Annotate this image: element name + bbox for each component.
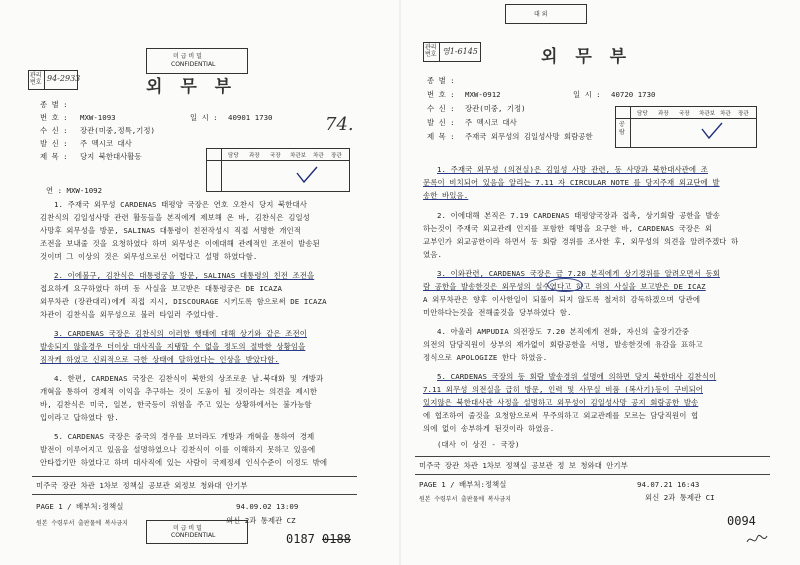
footer-page-info: PAGE 1 / 배부처:정책실 [36,502,124,511]
right-telegram-page [401,0,800,565]
ministry-title: 외 무 부 [146,77,238,97]
field-number-label: 번 호 : [40,113,68,122]
management-number: 영1-6145 [442,47,478,56]
field-sender-label: 발 신 : [40,139,68,148]
checkmark-icon [295,165,319,185]
field-type-label: 종 별 : [40,100,68,109]
footer-divider [415,456,770,457]
approval-stamp-grid [615,106,757,148]
body-line: 교부인가 외교공한이라 하면서 동 회람 경위를 조사한 후, 외무성의 의견을 알려주겠다 하 [423,237,739,246]
field-datetime: 40720 1730 [611,90,656,99]
classification-stamp [146,48,248,74]
page-number: 0187 [286,532,315,546]
field-subject: 주재국 외무성의 김일성사망 회람공한 [465,132,593,141]
approval-header-4: 차관보 [290,153,306,159]
body-line: 김찬식의 김일성사망 관련 활동들을 본직에게 제보해 온 바, 김찬식은 김일성 [40,213,310,222]
field-recipient-label: 수 신 : [427,104,455,113]
body-line: 사망후 외무성을 방문, SALINAS 대통령이 친전작성시 직접 서명한 개인적 [40,226,302,235]
footer-timestamp: 94.07.21 16:43 [637,480,700,489]
classification-stamp-bottom [146,520,248,544]
approval-header-5: 차관 [313,153,324,159]
body-line: 발송되지 않을경우 더이상 대사직을 지탱할 수 없을 정도의 절박한 상황임을 [40,342,306,351]
field-subject-label: 제 목 : [427,132,455,141]
management-number: 94-2933 [47,74,81,83]
management-number-label: 관리 번호 [30,72,42,86]
approval-stamp-grid [206,148,350,192]
distribution-list: 미주국 장관 차관 1차보 정책실 공보관 정 보 청와대 안기부 [419,461,628,470]
approval-header-3: 국장 [679,111,690,117]
body-line: (대사 이 상진 - 국장) [437,440,520,449]
approval-header-2: 과장 [658,111,669,117]
ministry-title: 외 무 부 [541,47,633,67]
approval-header-1: 담당 [637,111,648,117]
body-line: 발전이 이루어지고 있음을 설명하였으나 김찬식이 이를 이해하지 못하고 있음에 [40,445,316,454]
body-line: 송한 바있음. [423,191,469,200]
footer-divider [32,494,357,495]
footer-archive-note: 원본 수령부서 출판물에 복사금지 [419,496,511,503]
page-number-struck: 0188 [322,532,351,546]
field-recipient-label: 수 신 : [40,126,68,135]
footer-divider [32,476,357,477]
body-line: 의전의 담당직원이 상부의 재가없이 회람공한을 서명, 발송한것에 유감을 표하고 [423,340,703,349]
highlight-circle [547,278,583,292]
body-line: 의에 없이 송부하게 된것이라 하였음. [423,424,555,433]
distribution-list: 미주국 장관 차관 1차보 정책실 공보관 외정보 청와대 안기부 [36,481,248,490]
body-line: 문록이 비치되어 있음을 알리는 7.11 자 CIRCULAR NOTE 를 당지주재 외교단에 발 [423,178,720,187]
field-type-label: 종 별 : [427,76,455,85]
body-line: 3. CARDENAS 국장은 김찬식의 이러한 행태에 대해 상기와 같은 조전이 [54,329,307,338]
field-sender: 주 멕시코 대사 [465,118,517,127]
body-line: 1. 주재국 외무성 (의전실)은 김일성 사망 관련, 동 사망과 북한대사관에 조 [437,165,708,174]
footer-timestamp: 94.09.02 13:09 [236,502,299,511]
body-line: 개혁을 통하여 경제적 이익을 추구하는 것이 도움이 될 것이라는 의견을 제시한 [40,387,318,396]
field-datetime-label: 일 시 : [573,90,601,99]
footer-archive-note: 원본 수령부서 출판물에 복사금지 [36,520,128,527]
external-stamp [505,4,587,24]
management-number-label: 관리 번호 [425,44,437,58]
field-recipient: 장관(미중,정특,기정) [80,126,155,135]
approval-header-6: 장관 [331,153,342,159]
footer-circulation: 외신 2과 통제관 CZ [226,516,296,525]
body-line: 2. 이에불구, 김찬식은 대통령궁을 방문, SALINAS 대통령의 친전 조전을 [54,271,315,280]
body-line: 였음. [423,250,443,259]
body-line: 짐작케 하였고 신뢰적으로 극한 상태에 달하였다는 인상을 받았다함. [40,355,280,364]
footer-divider [415,474,770,475]
approval-header-6: 장관 [738,111,749,117]
approval-header-3: 국장 [270,153,281,159]
field-datetime-label: 일 시 : [190,113,218,122]
body-line: 2. 이에대해 본직은 7.19 CARDENAS 태평양국장과 접촉, 상기회람 공한을 발송 [437,211,720,220]
body-line: 정식으로 APOLOGIZE 한다 하였음. [423,353,548,362]
management-number-box [28,70,81,90]
body-line: 바, 김찬식은 미국, 일본, 한국등이 위험을 주고 있는 상황하에서는 불가능함 [40,400,312,409]
body-line: 에 협조하여 줄것을 요청함으로써 무주의하고 외교관례를 모르는 담당직원이 협 [423,411,699,420]
body-line: 람 공한을 발송한것은 외무성의 실수였다고 하고 위의 사실을 보고받은 DE ICAZ [423,282,706,291]
body-line: 차관이 김찬식을 외무성으로 불러 타일러 주었다함. [40,310,220,319]
body-line: 5. CARDENAS 국장의 동 회람 발송경위 설명에 의하면 당지 북한대사 김찬식이 [437,372,717,381]
footer-circulation: 외신 2과 통제관 CI [645,493,715,502]
body-line: 입이라고 답하였다 함. [40,413,119,422]
external-stamp-label: 대 외 [534,11,548,18]
page-number: 0094 [727,514,756,528]
approval-header-5: 차관 [720,111,731,117]
field-sender: 주 멕시코 대사 [80,139,132,148]
body-line: 5. CARDENAS 국장은 중국의 경우를 보더라도 개방과 개혁을 통하여 경제 [54,432,315,441]
approval-header-4: 차관보 [699,111,715,117]
field-number-label: 번 호 : [427,90,455,99]
body-line: 미안하다는것을 전해줄것을 당부하였다 함. [423,308,572,317]
body-line: 것이며 그 이상의 것은 외무성으로선 어렵다고 설명 하였다함. [40,252,258,261]
field-subject-label: 제 목 : [40,152,68,161]
approval-header-1: 담당 [228,153,239,159]
body-line: 7.11 외무성 의전실을 급히 방문, 인력 및 사무실 비품 (복사기)등이 구비되어 [423,385,704,394]
field-number: MXW-0912 [465,90,501,99]
body-line: 1. 주재국 외무성 CARDENAS 태평양 국장은 연호 오찬시 당지 북한대사 [54,200,307,209]
field-datetime: 40901 1730 [228,113,273,122]
handwritten-mark: 74. [325,114,354,135]
body-line: 접요하게 요구하였다 하며 동 사실을 보고받은 대통령궁은 DE ICAZA [40,284,282,293]
checkmark-icon [700,121,724,141]
left-telegram-page [0,0,399,565]
management-number-box [423,42,481,62]
classification-korean: 미 급 비 밀 [173,53,202,60]
approval-side-label: 공람 [619,121,625,136]
body-line: 하는것이 주재국 외교관례 인지를 포함한 해명을 요구한 바, CARDENAS 국장은 외 [423,224,713,233]
field-number: MXW-1093 [80,113,116,122]
approval-header-2: 과장 [249,153,260,159]
body-line: 3. 이와관련, CARDENAS 국장은 금 7.20 본직에게 상기경위를 알려오면서 동회 [437,269,720,278]
body-line: 4. 아울러 AMPUDIA 의전장도 7.20 본직에게 전화, 자신의 출장기간중 [437,327,690,336]
body-line: 4. 한편, CARDENAS 국장은 김찬식이 북한의 상조로운 남.북대화 및 개방과 [54,374,324,383]
classification-korean-bottom: 미 급 비 밀 [173,525,202,532]
classification-english: CONFIDENTIAL [171,61,216,68]
body-line: 안타깝기만 하였다고 하며 대사직에 있는 사람이 국제정세 인식수준이 이정도 밖에 [40,458,328,467]
field-sender-label: 발 신 : [427,118,455,127]
body-line: 있지않은 북한대사관 사정을 설명하고 외무성이 김일성사망 공지 회람공한 발송 [423,398,699,407]
field-subject: 당지 북한대사활동 [80,152,142,161]
signature-icon [745,530,769,550]
body-line: A 외무차관은 향후 이사한일이 되풀이 되지 않도록 철저히 감독하겠으며 당관에 [423,295,701,304]
field-recipient: 장관(미중, 기정) [465,104,526,113]
reference-line: 연 : MXW-1092 [46,186,103,195]
body-line: 조전을 보내줄 것을 요청하였다 하며 외무성은 이에대해 관례적인 조전이 발송된 [40,239,320,248]
footer-page-info: PAGE 1 / 배부처:정책실 [419,480,507,489]
classification-english-bottom: CONFIDENTIAL [171,532,216,539]
body-line: 외무차관 (장관대리)에게 직접 지시, DISCOURAGE 시키도록 함으로써 DE ICAZA [40,297,327,306]
